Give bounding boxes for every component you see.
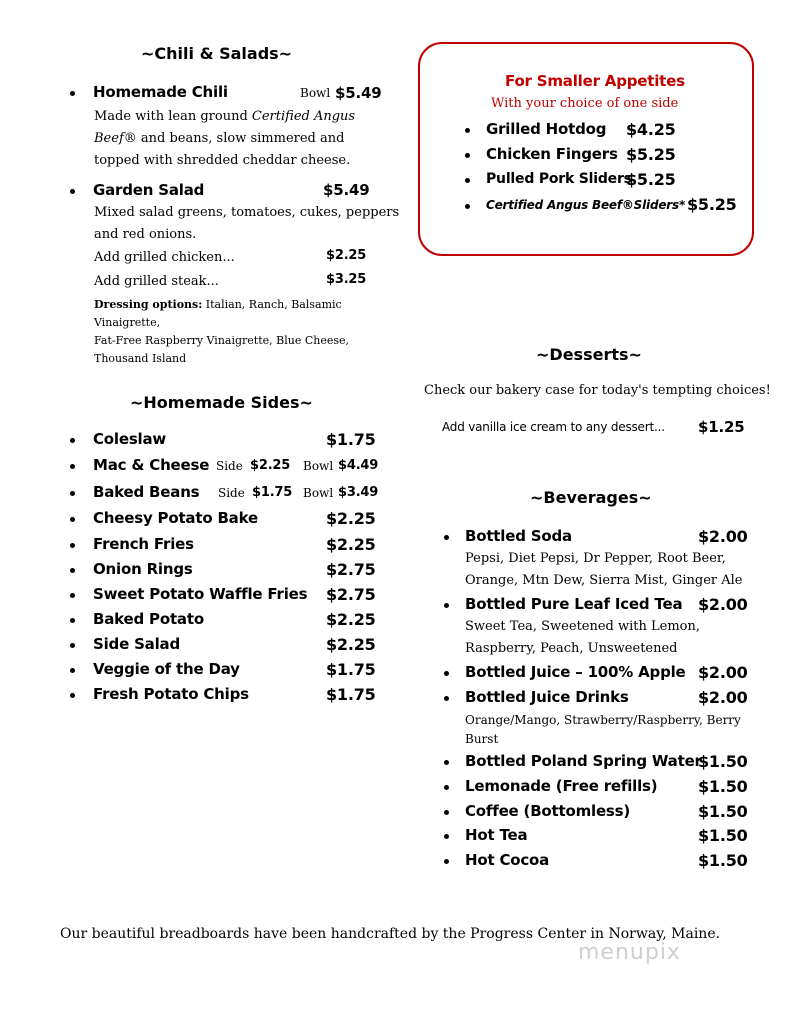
bullet	[70, 438, 75, 443]
desserts-line: Check our bakery case for today's tempting choices!	[424, 383, 771, 398]
side-name: Coleslaw	[93, 430, 167, 448]
beverage-name: Bottled Soda	[465, 527, 572, 545]
bullet	[70, 568, 75, 573]
beverage-name: Bottled Poland Spring Water	[465, 752, 702, 770]
beverage-price: $2.00	[698, 595, 748, 614]
desserts-addon: Add vanilla ice cream to any dessert...	[442, 420, 665, 434]
side-price: $2.25	[326, 509, 376, 528]
side-price: $2.25	[326, 535, 376, 554]
bullet	[70, 693, 75, 698]
beverage-price: $2.00	[698, 663, 748, 682]
side-side-label: Side	[216, 459, 243, 473]
side-side-label: Side	[218, 486, 245, 500]
salad-price: $5.49	[323, 181, 370, 199]
salad-desc-2: and red onions.	[94, 227, 197, 242]
bullet	[444, 810, 449, 815]
beverage-desc: Pepsi, Diet Pepsi, Dr Pepper, Root Beer,	[465, 551, 726, 566]
side-side-price: $1.75	[252, 485, 293, 500]
side-name: Baked Beans	[93, 483, 200, 501]
smaller-item-price: $5.25	[626, 170, 676, 189]
smaller-item-name: Chicken Fingers	[486, 145, 618, 163]
beverage-desc: Orange/Mango, Strawberry/Raspberry, Berry	[465, 713, 741, 727]
beverage-price: $1.50	[698, 802, 748, 821]
beverage-price: $2.00	[698, 527, 748, 546]
dressing-3: Thousand Island	[94, 352, 187, 365]
watermark: menupix	[578, 940, 681, 965]
side-price: $2.75	[326, 585, 376, 604]
bullet	[70, 643, 75, 648]
dressing-2: Fat-Free Raspberry Vinaigrette, Blue Cheese,	[94, 334, 349, 347]
add-steak-price: $3.25	[326, 272, 367, 287]
add-steak: Add grilled steak...	[94, 274, 219, 289]
footer-note: Our beautiful breadboards have been handcrafted by the Progress Center in Norway, Maine.	[60, 926, 721, 942]
dressing-options	[94, 296, 384, 368]
side-name: Side Salad	[93, 635, 181, 653]
beverage-desc: Raspberry, Peach, Unsweetened	[465, 641, 678, 656]
smaller-title: For Smaller Appetites	[505, 72, 685, 90]
beverage-name: Bottled Pure Leaf Iced Tea	[465, 595, 683, 613]
smaller-item-name: Certified Angus Beef®Sliders*	[486, 198, 686, 212]
bullet	[444, 859, 449, 864]
beverage-name: Bottled Juice Drinks	[465, 688, 629, 706]
chili-desc-2-italic: Beef®	[94, 131, 137, 146]
chili-desc	[94, 106, 384, 172]
smaller-item-price: $5.25	[687, 195, 737, 214]
bullet	[444, 671, 449, 676]
beverage-price: $1.50	[698, 851, 748, 870]
smaller-item-price: $5.25	[626, 145, 676, 164]
bullet	[444, 535, 449, 540]
side-name: Cheesy Potato Bake	[93, 509, 258, 527]
bullet	[70, 543, 75, 548]
bullet	[70, 593, 75, 598]
bullet	[444, 696, 449, 701]
bullet	[465, 178, 470, 183]
desserts-addon-price: $1.25	[698, 418, 745, 436]
beverages-heading: ~Beverages~	[530, 488, 652, 507]
beverage-price: $1.50	[698, 752, 748, 771]
side-bowl-price: $4.49	[338, 458, 379, 473]
bullet	[70, 189, 75, 194]
beverage-name: Lemonade (Free refills)	[465, 777, 658, 795]
side-price: $1.75	[326, 660, 376, 679]
add-chicken: Add grilled chicken...	[94, 250, 235, 265]
salad-name: Garden Salad	[93, 181, 205, 199]
smaller-item-name: Pulled Pork Sliders	[486, 171, 632, 187]
chili-salads-heading: ~Chili & Salads~	[141, 44, 293, 63]
side-name: Baked Potato	[93, 610, 204, 628]
bullet	[70, 517, 75, 522]
beverage-desc: Orange, Mtn Dew, Sierra Mist, Ginger Ale	[465, 573, 743, 588]
chili-desc-3: topped with shredded cheddar cheese.	[94, 153, 351, 168]
bullet	[70, 618, 75, 623]
beverage-name: Hot Cocoa	[465, 851, 550, 869]
bullet	[70, 668, 75, 673]
dressing-label: Dressing options:	[94, 298, 203, 311]
side-bowl-label: Bowl	[303, 459, 334, 473]
beverage-desc: Burst	[465, 732, 499, 746]
side-price: $2.25	[326, 635, 376, 654]
beverage-name: Hot Tea	[465, 826, 528, 844]
side-price: $2.25	[326, 610, 376, 629]
side-name: Fresh Potato Chips	[93, 685, 249, 703]
side-bowl-label: Bowl	[303, 486, 334, 500]
chili-desc-1: Made with lean ground	[94, 109, 248, 124]
bullet	[444, 834, 449, 839]
bullet	[444, 760, 449, 765]
bullet	[444, 603, 449, 608]
bullet	[465, 153, 470, 158]
chili-name: Homemade Chili	[93, 83, 228, 101]
add-chicken-price: $2.25	[326, 248, 367, 263]
beverage-price: $2.00	[698, 688, 748, 707]
chili-desc-2: and beans, slow simmered and	[136, 131, 345, 146]
beverage-price: $1.50	[698, 826, 748, 845]
side-price: $1.75	[326, 430, 376, 449]
side-price: $2.75	[326, 560, 376, 579]
beverage-name: Bottled Juice – 100% Apple	[465, 663, 686, 681]
desserts-heading: ~Desserts~	[536, 345, 642, 364]
beverage-desc: Sweet Tea, Sweetened with Lemon,	[465, 619, 701, 634]
smaller-item-name: Grilled Hotdog	[486, 120, 607, 138]
side-side-price: $2.25	[250, 458, 291, 473]
bullet	[70, 91, 75, 96]
chili-size: Bowl	[300, 86, 331, 100]
side-name: French Fries	[93, 535, 194, 553]
side-name: Mac & Cheese	[93, 456, 210, 474]
smaller-subtitle: With your choice of one side	[491, 96, 679, 111]
side-name: Onion Rings	[93, 560, 193, 578]
smaller-item-price: $4.25	[626, 120, 676, 139]
bullet	[70, 464, 75, 469]
bullet	[444, 785, 449, 790]
bullet	[465, 204, 470, 209]
side-name: Veggie of the Day	[93, 660, 240, 678]
sides-heading: ~Homemade Sides~	[130, 393, 313, 412]
salad-desc-1: Mixed salad greens, tomatoes, cukes, peppers	[94, 205, 400, 220]
beverage-name: Coffee (Bottomless)	[465, 802, 631, 820]
side-name: Sweet Potato Waffle Fries	[93, 585, 308, 603]
bullet	[465, 128, 470, 133]
beverage-price: $1.50	[698, 777, 748, 796]
bullet	[70, 491, 75, 496]
dressing-1: Italian, Ranch, Balsamic Vinaigrette,	[94, 298, 342, 329]
chili-desc-1-italic: Certified Angus	[251, 109, 356, 124]
chili-price: $5.49	[335, 84, 382, 102]
side-price: $1.75	[326, 685, 376, 704]
side-bowl-price: $3.49	[338, 485, 379, 500]
